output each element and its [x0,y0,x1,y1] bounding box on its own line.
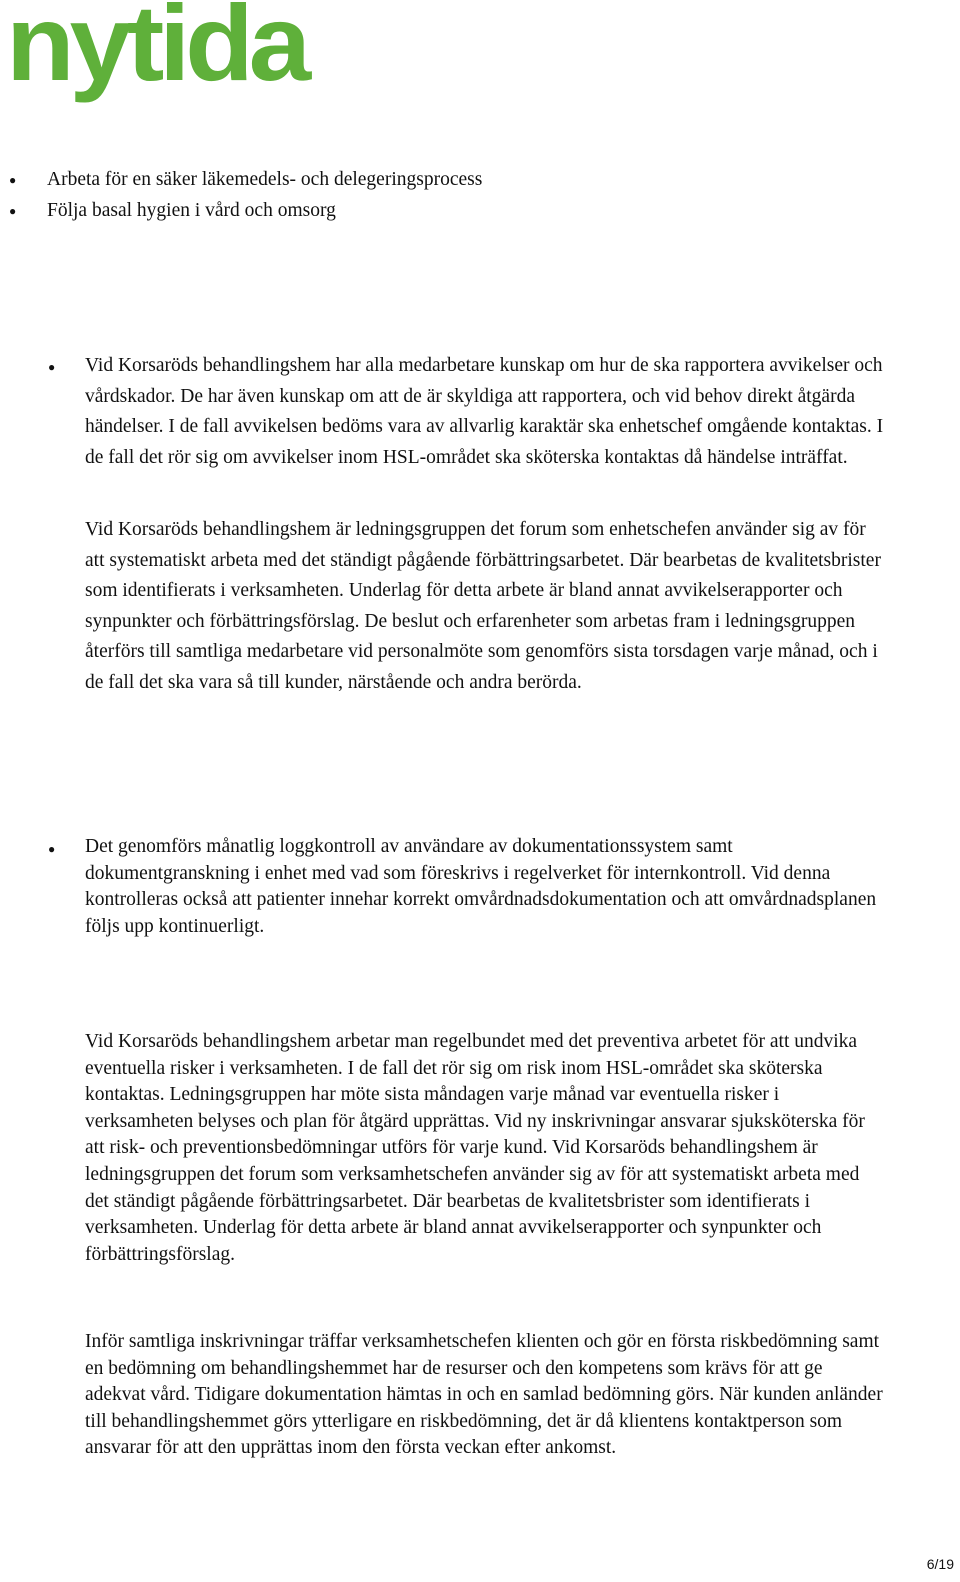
page-number: 6/19 [926,1556,954,1572]
preventiv-paragraph: Vid Korsaröds behandlingshem arbetar man regelbundet med det preventiva arbetet för att undvika eventuella risker i verksamheten. I de fall det rör sig om risk inom HSL-området ska sköterska kontaktas. Ledningsgruppen har möte sista måndagen varje månad var eventuella risker i verksamheten belyses och plan för åtgärd upprättas. Vid ny inskrivningar ansvarar sjuksköterska för att risk- och preventionsbedömningar utförs för varje kund. Vid Korsaröds behandlingshem är ledningsgruppen det forum som verksamhetschefen använder sig av för att systematiskt arbeta med det ständigt pågående förbättringsarbetet. Där bearbetas de kvalitetsbrister som identifierats i verksamheten. Underlag för detta arbete är bland annat avvikelserapporter och synpunkter och förbättringsförslag. [85,1031,865,1265]
avvikelser-bullet-text: Vid Korsaröds behandlingshem har alla medarbetare kunskap om hur de ska rapportera avvikelser och vårdskador. De har även kunskap om att de är skyldiga att rapportera, och vid behov direkt åtgärda händelser. I de fall avvikelsen bedöms vara av allvarlig karaktär ska enhetschef omgående kontaktas. I de fall det rör sig om avvikelser inom HSL-området ska sköterska kontaktas då händelse inträffat. [85,355,884,468]
inskrivning-paragraph: Inför samtliga inskrivningar träffar verksamhetschefen klienten och gör en första riskbedömning samt en bedömning om behandlingshemmet har de resurser och den kompetens som krävs för att ge adekvat vård. Tidigare dokumentation hämtas in och en samlad bedömning görs. När kunden anländer till behandlingshemmet görs ytterligare en riskbedömning, det är då klientens kontaktperson som ansvarar för att den upprättas inom den första veckan efter ankomst. [85,1331,883,1459]
list-item: Följa basal hygien i vård och omsorg [47,200,336,221]
nytida-logo [6,0,316,112]
logo-text: nytida [6,0,313,103]
bullet-glyph: ● [9,204,17,218]
bullet-glyph: ● [9,173,17,187]
ledningsgrupp-paragraph: Vid Korsaröds behandlingshem är ledningsgruppen det forum som enhetschefen använder sig av för att systematiskt arbeta med det ständigt pågående förbättringsarbetet. Där bearbetas de kvalitetsbrister som identifierats i verksamheten. Underlag för detta arbete är bland annat avvikelserapporter och synpunkter och förbättringsförslag. De beslut och erfarenheter som arbetas fram i ledningsgruppen återförs till samtliga medarbetare vid personalmöte som genomförs sista torsdagen varje månad, och i de fall det ska vara så till kunder, närstående och andra berörda. [85,519,881,693]
bullet-glyph: ● [48,360,56,374]
list-item: Arbeta för en säker läkemedels- och delegeringsprocess [47,169,483,190]
bullet-glyph: ● [48,842,56,856]
loggkontroll-bullet-text: Det genomförs månatlig loggkontroll av användare av dokumentationssystem samt dokumentgranskning i enhet med vad som föreskrivs i regelverket för internkontroll. Vid denna kontrolleras också att patienter innehar korrekt omvårdnadsdokumentation och att omvårdnadsplanen följs upp kontinuerligt. [85,836,877,937]
